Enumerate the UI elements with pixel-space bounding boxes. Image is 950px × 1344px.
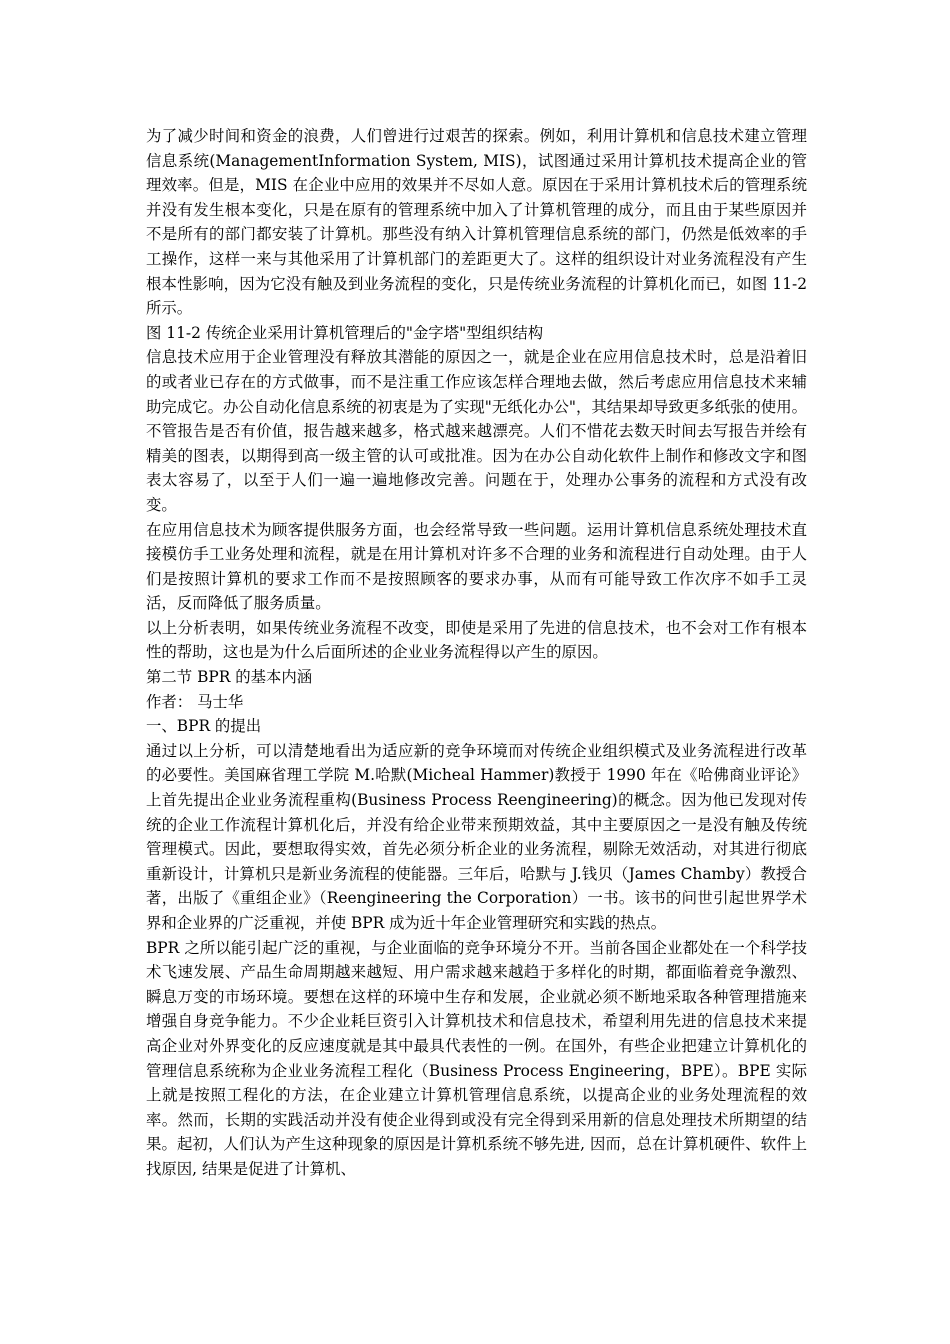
paragraph-customer-service: 在应用信息技术为顾客提供服务方面，也会经常导致一些问题。运用计算机信息系统处理技术直接模仿手工业务处理和流程，就是在用计算机对许多不合理的业务和流程进行自动处理。由于人们是按照计算机的要求工作而不是按照顾客的要求办事，从而有可能导致工作次序不如手工灵活，反而降低了服务质量。 — [146, 520, 807, 613]
paragraph-bpr-attention: BPR 之所以能引起广泛的重视，与企业面临的竞争环境分不开。当前各国企业都处在一个科学技术飞速发展、产品生命周期越来越短、用户需求越来越趋于多样化的时期，都面临着竞争激烈、瞬息万变的市场环境。要想在这样的环境中生存和发展，企业就必须不断地采取各种管理措施来增强自身竞争能力。不少企业耗巨资引入计算机技术和信息技术，希望利用先进的信息技术来提高企业对外界变化的反应速度就是其中最具代表性的一例。在国外，有些企业把建立计算机化的管理信息系统称为企业业务流程工程化（Business Process Engineering，BPE）。BPE 实际上就是按照工程化的方法，在企业建立计算机管理信息系统，以提高企业的业务处理流程的效率。然而，长期的实践活动并没有使企业得到或没有完全得到采用新的信息处理技术所期望的结果。起初，人们认为产生这种现象的原因是计算机系统不够先进, 因而，总在计算机硬件、软件上找原因, 结果是促进了计算机、 — [146, 938, 807, 1178]
section-heading: 第二节 BPR 的基本内涵 — [146, 668, 313, 687]
author-line: 作者： 马士华 — [146, 692, 244, 711]
subsection-heading: 一、BPR 的提出 — [146, 717, 262, 736]
document-body — [146, 124, 807, 1182]
paragraph-analysis-conclusion: 以上分析表明，如果传统业务流程不改变，即使是采用了先进的信息技术，也不会对工作有根本性的帮助，这也是为什么后面所述的企业业务流程得以产生的原因。 — [146, 618, 807, 662]
paragraph-mis-intro: 为了减少时间和资金的浪费，人们曾进行过艰苦的探索。例如，利用计算机和信息技术建立管理信息系统(ManagementInformation System, MIS)，试图通过采用计算机技术提高企业的管理效率。但是，MIS 在企业中应用的效果并不尽如人意。原因在于采用计算机技术后的管理系统并没有发生根本变化，只是在原有的管理系统中加入了计算机管理的成分，而且由于某些原因并不是所有的部门都安装了计算机。那些没有纳入计算机管理信息系统的部门，仍然是低效率的手工操作，这样一来与其他采用了计算机部门的差距更大了。这样的组织设计对业务流程没有产生根本性影响，因为它没有触及到业务流程的变化，只是传统业务流程的计算机化而已，如图 11-2 所示。 — [146, 127, 807, 318]
paragraph-it-potential: 信息技术应用于企业管理没有释放其潜能的原因之一，就是企业在应用信息技术时，总是沿着旧的或者业已存在的方式做事，而不是注重工作应该怎样合理地去做，然后考虑应用信息技术来辅助完成它。办公自动化信息系统的初衷是为了实现"无纸化办公"，其结果却导致更多纸张的使用。不管报告是否有价值，报告越来越多，格式越来越漂亮。人们不惜花去数天时间去写报告并绘有精美的图表，以期得到高一级主管的认可或批准。因为在办公自动化软件上制作和修改文字和图表太容易了，以至于人们一遍一遍地修改完善。问题在于，处理办公事务的流程和方式没有改变。 — [146, 348, 807, 514]
figure-caption: 图 11-2 传统企业采用计算机管理后的"金字塔"型组织结构 — [146, 323, 544, 342]
paragraph-bpr-origin: 通过以上分析，可以清楚地看出为适应新的竞争环境而对传统企业组织模式及业务流程进行改革的必要性。美国麻省理工学院 M.哈默(Micheal Hammer)教授于 1990 年在《哈佛商业评论》上首先提出企业业务流程重构(Business Process Reengineering)的概念。因为他已发现对传统的企业工作流程计算机化后，并没有给企业带来预期效益，其中主要原因之一是没有触及传统管理模式。因此，要想取得实效，首先必须分析企业的业务流程，剔除无效活动，对其进行彻底重新设计，计算机只是新业务流程的使能器。三年后，哈默与 J.钱贝（James Chamby）教授合著，出版了《重组企业》（Reengineering the Corporation）一书。该书的问世引起世界学术界和企业界的广泛重视，并使 BPR 成为近十年企业管理研究和实践的热点。 — [146, 741, 807, 932]
